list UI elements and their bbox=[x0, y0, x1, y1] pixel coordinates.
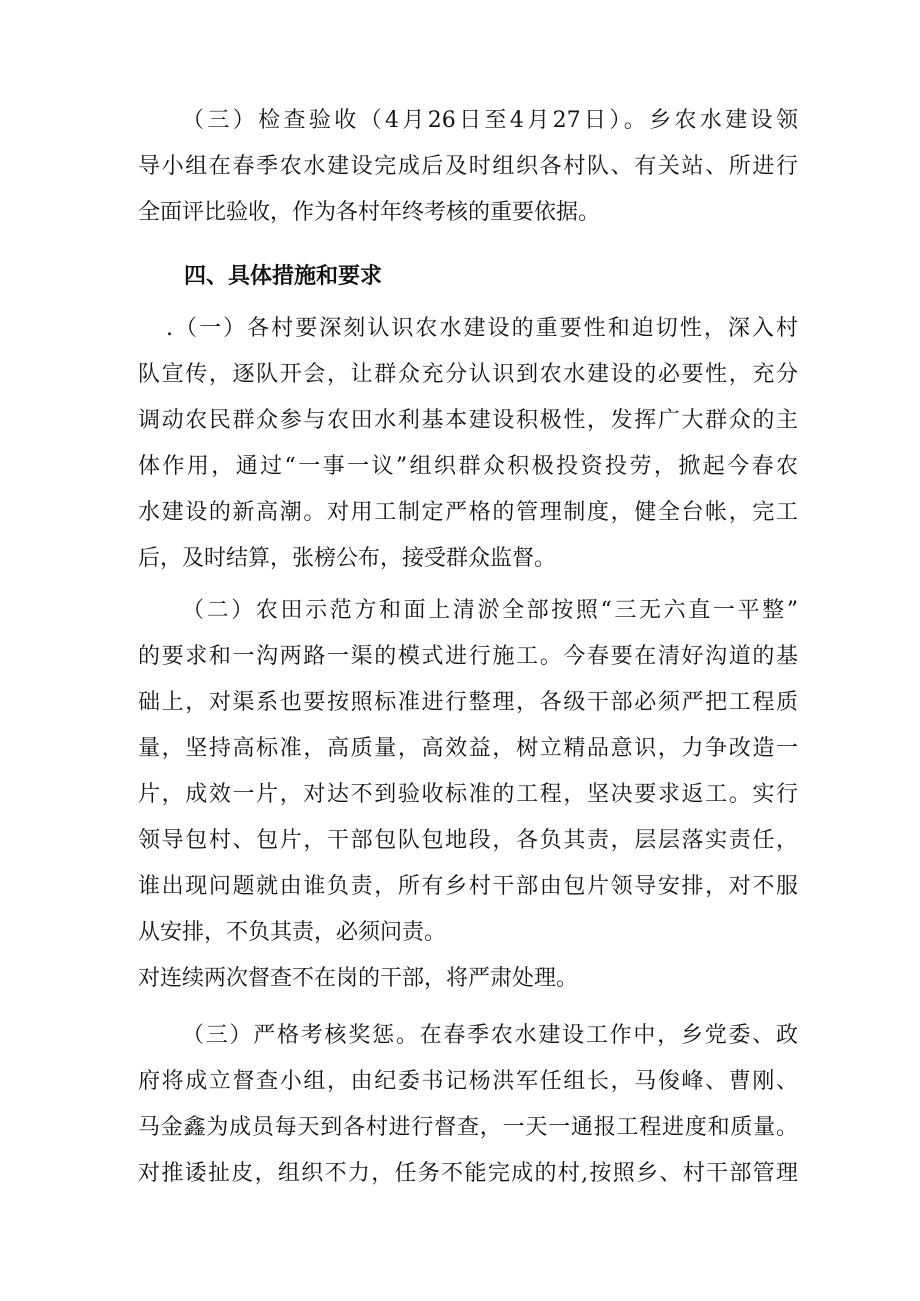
paragraph-line: 水建设的新高潮。对用工制定严格的管理制度，健全台帐，完工 bbox=[138, 500, 798, 525]
paragraph-line: 马金鑫为成员每天到各村进行督查，一天一通报工程进度和质量。 bbox=[138, 1115, 798, 1140]
paragraph-line: 谁出现问题就由谁负责，所有乡村干部由包片领导安排，对不服 bbox=[138, 874, 798, 899]
paragraph-line: 片，成效一片，对达不到验收标准的工程，坚决要求返工。实行 bbox=[138, 782, 798, 807]
paragraph-line: 领导包村、包片，干部包队包地段，各负其责，层层落实责任， bbox=[138, 828, 798, 853]
paragraph-line: .（一）各村要深刻认识农水建设的重要性和迫切性，深入村 bbox=[166, 316, 798, 341]
section-heading: 四、具体措施和要求 bbox=[184, 264, 383, 289]
paragraph-line: （三）严格考核奖惩。在春季农水建设工作中，乡党委、政 bbox=[182, 1023, 798, 1048]
paragraph-line: 础上，对渠系也要按照标准进行整理，各级干部必须严把工程质 bbox=[138, 690, 798, 715]
paragraph-line: 调动农民群众参与农田水利基本建设积极性，发挥广大群众的主 bbox=[138, 408, 798, 433]
paragraph-line: 从安排，不负其责，必须问责。 bbox=[138, 920, 447, 945]
paragraph-line: 导小组在春季农水建设完成后及时组织各村队、有关站、所进行 bbox=[138, 154, 798, 179]
paragraph-line: （二）农田示范方和面上清淤全部按照“三无六直一平整” bbox=[182, 598, 798, 623]
paragraph-line: 府将成立督查小组，由纪委书记杨洪军任组长，马俊峰、曹刚、 bbox=[138, 1069, 798, 1094]
paragraph-line: 队宣传，逐队开会，让群众充分认识到农水建设的必要性，充分 bbox=[138, 362, 798, 387]
paragraph-line: 后，及时结算，张榜公布，接受群众监督。 bbox=[138, 546, 557, 571]
paragraph-line: 体作用，通过“一事一议”组织群众积极投资投劳，掀起今春农 bbox=[138, 454, 798, 479]
paragraph-line: 量，坚持高标准，高质量，高效益，树立精品意识，力争改造一 bbox=[138, 736, 798, 761]
paragraph-line: （三）检查验收（4月26日至4月27日）。乡农水建设领 bbox=[182, 108, 798, 133]
paragraph-line: 对连续两次督查不在岗的干部，将严肃处理。 bbox=[138, 966, 579, 991]
paragraph-line: 对推诿扯皮，组织不力，任务不能完成的村,按照乡、村干部管理 bbox=[138, 1161, 798, 1186]
paragraph-line: 的要求和一沟两路一渠的模式进行施工。今春要在清好沟道的基 bbox=[138, 644, 798, 669]
paragraph-line: 全面评比验收，作为各村年终考核的重要依据。 bbox=[138, 200, 601, 225]
